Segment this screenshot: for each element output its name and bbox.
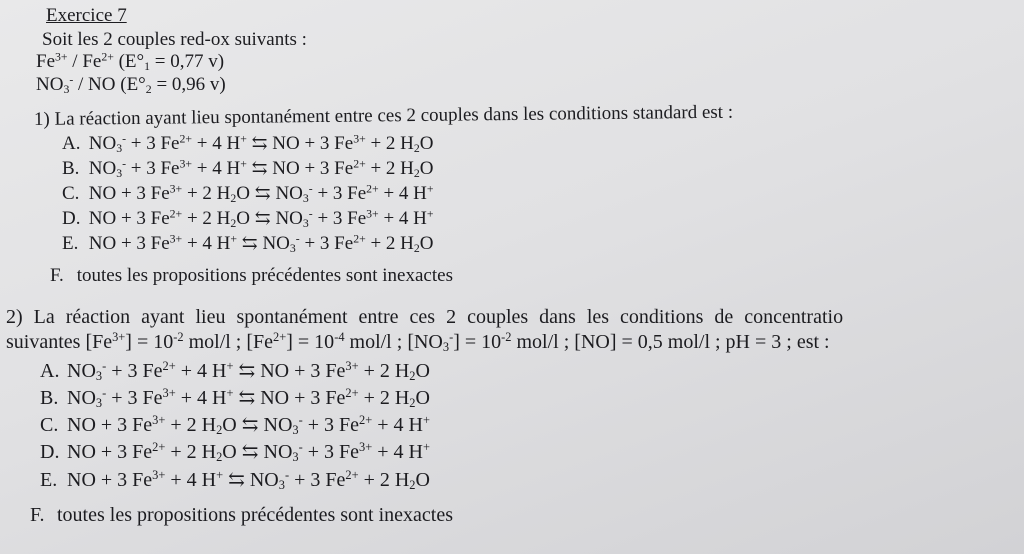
q1-option-a: A. $NO_3^- + 3$ $Fe^{2+} + 4$ H+ ⇆ NO + 3 $Fe^{3+} + 2$ $H_2O$ bbox=[62, 132, 434, 155]
q1-option-c: C. NO + 3 $Fe^{3+} + 2$ $H_2O$ ⇆ $NO_3^- + 3$ $Fe^{2+} + 4$ H+ bbox=[62, 182, 434, 205]
exercise-title: Exercice 7 bbox=[46, 5, 127, 26]
q1-prompt: 1) La réaction ayant lieu spontanément entre ces 2 couples dans les conditions standard est : bbox=[33, 101, 734, 130]
q2-option-e: E. NO + 3 $Fe^{3+} + 4$ H+ ⇆ $NO_3^- + 3$ $Fe^{2+} + 2$ $H_2O$ bbox=[40, 468, 430, 493]
q1-option-f: F. toutes les propositions précédentes sont inexactes bbox=[50, 265, 453, 286]
q1-option-b: B. $NO_3^- + 3$ $Fe^{3+} + 4$ H+ ⇆ NO + 3 $Fe^{2+} + 2$ $H_2O$ bbox=[62, 157, 434, 180]
q2-option-f: F. toutes les propositions précédentes sont inexactes bbox=[30, 504, 454, 526]
couple-2: $NO_3^-$ / NO ($E^\circ_2 = 0,96$ v) bbox=[36, 73, 226, 96]
q1-option-e: E. NO + 3 $Fe^{3+} + 4$ H+ ⇆ $NO_3^- + 3$ $Fe^{2+} + 2$ $H_2O$ bbox=[62, 232, 434, 255]
q2-option-a: A. $NO_3^- + 3$ $Fe^{2+} + 4$ H+ ⇆ NO + 3 $Fe^{3+} + 2$ $H_2O$ bbox=[40, 359, 430, 384]
q2-option-c: C. NO + 3 $Fe^{3+} + 2$ $H_2O$ ⇆ $NO_3^- + 3$ $Fe^{2+} + 4$ H+ bbox=[40, 413, 430, 438]
intro-text: Soit les 2 couples red-ox suivants : bbox=[42, 29, 307, 50]
q2-prompt-line1: 2) La réaction ayant lieu spontanément entre ces 2 couples dans les conditions de concentratio bbox=[6, 306, 844, 328]
q2-prompt-line2: suivantes $[Fe^{3+}] = 10^{-2}$ mol/l ; $[Fe^{2+}] = 10^{-4}$ mol/l ; $[NO_3^-] = 10^{-2}$ mol/l ; [NO] = 0,5 mol/l ; pH = 3 ; est : bbox=[6, 330, 830, 355]
couple-1: $Fe^{3+} / Fe^{2+}$ ($E^\circ_1 = 0,77$ v) bbox=[36, 50, 225, 73]
q2-option-b: B. $NO_3^- + 3$ $Fe^{3+} + 4$ H+ ⇆ NO + 3 $Fe^{2+} + 2$ $H_2O$ bbox=[40, 386, 430, 411]
q1-option-d: D. NO + 3 $Fe^{2+} + 2$ $H_2O$ ⇆ $NO_3^- + 3$ $Fe^{3+} + 4$ H+ bbox=[62, 207, 434, 230]
q2-option-d: D. NO + 3 $Fe^{2+} + 2$ $H_2O$ ⇆ $NO_3^- + 3$ $Fe^{3+} + 4$ H+ bbox=[40, 440, 430, 465]
